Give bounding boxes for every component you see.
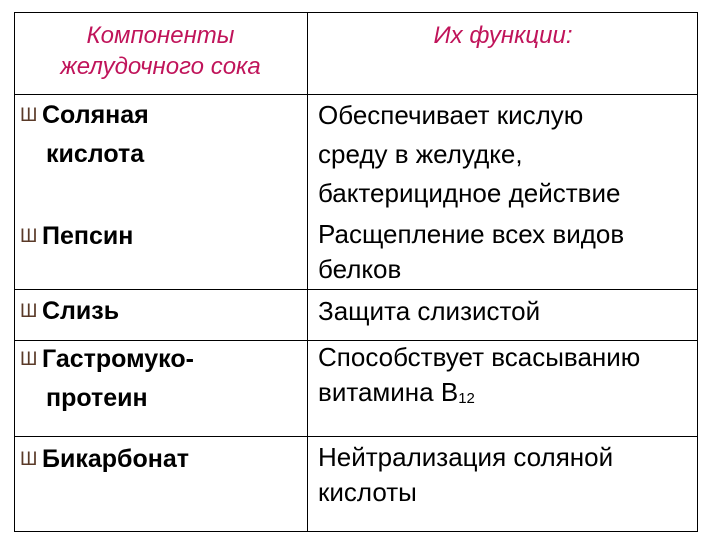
bullet-icon: Ш <box>20 105 37 126</box>
function-cell <box>318 340 640 416</box>
row-divider <box>14 289 698 290</box>
component-name: Соляная <box>42 101 149 129</box>
function-cell <box>318 292 540 331</box>
component-cell <box>22 292 119 331</box>
component-cell <box>22 440 189 479</box>
component-name-cont: протеин <box>46 384 148 412</box>
header-components-line2: желудочного сока <box>60 53 261 80</box>
component-name: Слизь <box>42 297 120 325</box>
header-functions-label: Их функции: <box>433 22 573 49</box>
function-text: витамина В <box>318 377 459 407</box>
header-components-line1: Компоненты <box>86 22 235 49</box>
function-text: Расщепление всех видов <box>318 219 625 249</box>
function-cell <box>318 96 620 213</box>
component-name: Бикарбонат <box>42 445 189 473</box>
bullet-icon: Ш <box>20 349 37 370</box>
row-divider <box>14 436 698 437</box>
component-name-cont: кислота <box>46 140 145 168</box>
function-text: Обеспечивает кислую <box>318 100 584 130</box>
function-cell <box>318 217 624 287</box>
function-text: кислоты <box>318 477 417 507</box>
bullet-icon: Ш <box>20 226 37 247</box>
function-text: Защита слизистой <box>318 296 541 326</box>
component-name: Гастромуко- <box>42 345 194 373</box>
header-components <box>14 20 307 82</box>
function-subscript: 12 <box>458 390 475 407</box>
header-divider <box>14 94 698 95</box>
column-divider <box>307 12 308 532</box>
function-text: среду в желудке, <box>318 139 523 169</box>
function-text: Способствует всасыванию <box>318 342 641 372</box>
function-cell <box>318 440 613 510</box>
component-cell <box>22 96 149 174</box>
function-text: Нейтрализация соляной <box>318 442 614 472</box>
header-functions <box>308 20 698 51</box>
bullet-icon: Ш <box>20 449 37 470</box>
component-name: Пепсин <box>42 222 134 250</box>
component-cell <box>22 340 194 418</box>
bullet-icon: Ш <box>20 301 37 322</box>
component-cell <box>22 217 133 256</box>
function-text: белков <box>318 254 402 284</box>
function-text: бактерицидное действие <box>318 178 621 208</box>
